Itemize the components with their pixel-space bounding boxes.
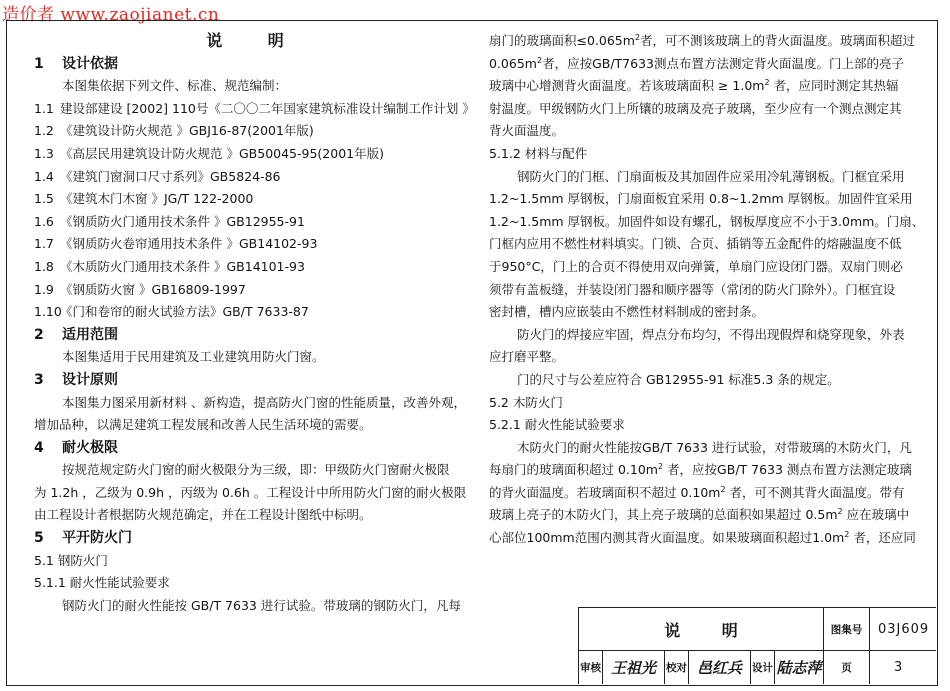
watermark: 造价者 www.zaojianet.cn bbox=[2, 5, 220, 25]
paragraph-line: 射温度。甲级钢防火门上所镶的玻璃及亮子玻璃，至少应有一个测点测定其 bbox=[489, 100, 902, 116]
section-title: 平开防火门 bbox=[62, 530, 132, 547]
paragraph-line: 防火门的焊接应牢固，焊点分布均匀，不得出现假焊和烧穿现象，外表 bbox=[517, 326, 905, 342]
page-number: 3 bbox=[869, 651, 936, 684]
reference-list bbox=[34, 98, 475, 324]
subsection-5-1-2: 5.1.2 材料与配件 bbox=[489, 145, 588, 161]
paragraph-line: 于950°C，门上的合页不得使用双向弹簧，单扇门应设闭门器。双扇门则必 bbox=[489, 258, 903, 274]
paragraph-line: 的背火面温度。若玻璃面积不超过 $0.10m^2$ 者，可不测其背火面温度。带有 bbox=[489, 484, 905, 500]
section-number: 1 bbox=[34, 55, 44, 72]
section-number: 2 bbox=[34, 326, 44, 343]
reference-item: 1.3 《高层民用建筑设计防火规范 》GB50045-95(2001年版) bbox=[34, 145, 384, 161]
reference-item: 1.5 《建筑木门木窗 》JG/T 122-2000 bbox=[34, 191, 254, 207]
section-2-heading bbox=[34, 324, 466, 347]
paragraph-line: 每扇门的玻璃面积超过 $0.10m^2$ 者，应按GB/T 7633 测点布置方法测定玻璃 bbox=[489, 462, 912, 478]
paragraph-line: 门框内应用不燃性材料填实。门锁、合页、插销等五金配件的熔融温度不低 bbox=[489, 236, 902, 252]
paragraph-line: 心部位100mm范围内测其背火面温度。如果玻璃面积超过$1.0m^2$ 者，还应同 bbox=[489, 529, 916, 546]
section-2-text: 本图集适用于民用建筑及工业建筑用防火门窗。 bbox=[62, 349, 325, 365]
paragraph-line: 应打磨平整。 bbox=[489, 349, 565, 365]
section-4-heading bbox=[34, 437, 466, 460]
paragraph-line: 由工程设计者根据防火规范确定，并在工程设计图纸中标明。 bbox=[34, 507, 372, 523]
atlas-label: 图集号 bbox=[823, 608, 869, 650]
paragraph-line: 钢防火门的耐火性能按 GB/T 7633 进行试验。带玻璃的钢防火门，凡每 bbox=[62, 597, 461, 613]
section-1-heading bbox=[34, 53, 466, 76]
paragraph-line: 密封槽，槽内应嵌装由不燃性材料制成的密封条。 bbox=[489, 304, 765, 320]
reference-item: 1.2 《建筑设计防火规范 》GBJ16-87(2001年版) bbox=[34, 123, 314, 139]
reference-item: 1.6 《钢质防火门通用技术条件 》GB12955-91 bbox=[34, 213, 305, 229]
section-title: 设计原则 bbox=[62, 371, 118, 388]
reference-item: 1.4 《建筑门窗洞口尺寸系列》GB5824-86 bbox=[34, 168, 281, 184]
section-1-intro: 本图集依据下列文件、标准、规范编制： bbox=[62, 78, 288, 94]
title-block-title: 说 明 bbox=[578, 608, 823, 650]
reference-item: 1.7 《钢质防火卷帘通用技术条件 》GB14102-93 bbox=[34, 236, 318, 252]
paragraph-line: 须带有盖板缝，并装设闭门器和顺序器等（常闭的防火门除外）。门框宜设 bbox=[489, 281, 896, 297]
design-label: 设计 bbox=[750, 651, 774, 684]
paragraph-line: 木防火门的耐火性能按GB/T 7633 进行试验，对带玻璃的木防火门，凡 bbox=[517, 439, 912, 455]
section-title: 适用范围 bbox=[62, 326, 118, 343]
section-5-heading bbox=[34, 527, 466, 550]
reference-item: 1.8 《木质防火门通用技术条件 》GB14101-93 bbox=[34, 258, 305, 274]
atlas-code: 03J609 bbox=[869, 608, 936, 650]
paragraph-line: 门的尺寸与公差应符合 GB12955-91 标准5.3 条的规定。 bbox=[517, 371, 840, 387]
design-signature: 陆志萍 bbox=[774, 651, 823, 684]
reference-item: 1.1 建设部建设 [2002] 110号《二〇〇二年国家建筑标准设计编制工作计划 》 bbox=[34, 100, 475, 116]
left-column bbox=[34, 30, 475, 617]
paragraph-line: 玻璃中心增测背火面温度。若该玻璃面积 ≥ $1.0m^2$ 者，应同时测定其热辐 bbox=[489, 78, 899, 94]
check-signature: 邑红兵 bbox=[688, 651, 750, 684]
page-title: 说 明 bbox=[206, 31, 304, 50]
page-label: 页 bbox=[823, 651, 869, 684]
section-3-heading bbox=[34, 369, 466, 392]
review-label: 审核 bbox=[578, 651, 602, 684]
paragraph-line: 1.2~1.5mm 厚钢板。加固件如设有螺孔，钢板厚度应不小于3.0mm。门扇、 bbox=[489, 213, 925, 229]
paragraph-line: 扇门的玻璃面积$\le 0.065m^2$者，可不测该玻璃上的背火面温度。玻璃面积超过 bbox=[489, 32, 916, 48]
subsection-5-1: 5.1 钢防火门 bbox=[34, 552, 108, 568]
check-label: 校对 bbox=[664, 651, 688, 684]
review-signature: 王祖光 bbox=[602, 651, 664, 684]
section-title: 设计依据 bbox=[62, 55, 118, 72]
title-block bbox=[578, 607, 936, 684]
title-block-row bbox=[578, 607, 936, 650]
paragraph-line: 背火面温度。 bbox=[489, 123, 565, 139]
paragraph-line: $0.065m^2$者，应按GB/T7633测点布置方法测定背火面温度。门上部的亮子 bbox=[489, 55, 904, 71]
paragraph-line: 玻璃上亮子的木防火门，其上亮子玻璃的总面积如果超过 $0.5m^2$ 应在玻璃中 bbox=[489, 507, 910, 523]
subsection-5-2: 5.2 木防火门 bbox=[489, 394, 563, 410]
paragraph-line: 钢防火门的门框、门扇面板及其加固件应采用冷轧薄钢板。门框宜采用 bbox=[517, 168, 905, 184]
paragraph-line: 按规范规定防火门窗的耐火极限分为三级，即：甲级防火门窗耐火极限 bbox=[62, 462, 450, 478]
subsection-5-1-1: 5.1.1 耐火性能试验要求 bbox=[34, 575, 170, 591]
reference-item: 1.9 《钢质防火窗 》GB16809-1997 bbox=[34, 281, 246, 297]
title-block-row bbox=[578, 650, 936, 684]
subsection-5-2-1: 5.2.1 耐火性能试验要求 bbox=[489, 417, 625, 433]
section-title: 耐火极限 bbox=[62, 439, 118, 456]
reference-item: 1.10《门和卷帘的耐火试验方法》GB/T 7633-87 bbox=[34, 304, 309, 320]
paragraph-line: 增加品种，以满足建筑工程发展和改善人民生活环境的需要。 bbox=[34, 417, 372, 433]
paragraph-line: 为 1.2h ，乙级为 0.9h ，丙级为 0.6h 。工程设计中所用防火门窗的耐火极限 bbox=[34, 484, 467, 500]
section-number: 4 bbox=[34, 439, 44, 456]
section-number: 5 bbox=[34, 530, 44, 547]
right-column bbox=[489, 30, 925, 550]
paragraph-line: 1.2~1.5mm 厚钢板，门扇面板宜采用 0.8~1.2mm 厚钢板。加固件宜采用 bbox=[489, 191, 913, 207]
paragraph-line: 本图集力图采用新材料 、新构造，提高防火门窗的性能质量，改善外观， bbox=[62, 394, 466, 410]
section-number: 3 bbox=[34, 371, 44, 388]
